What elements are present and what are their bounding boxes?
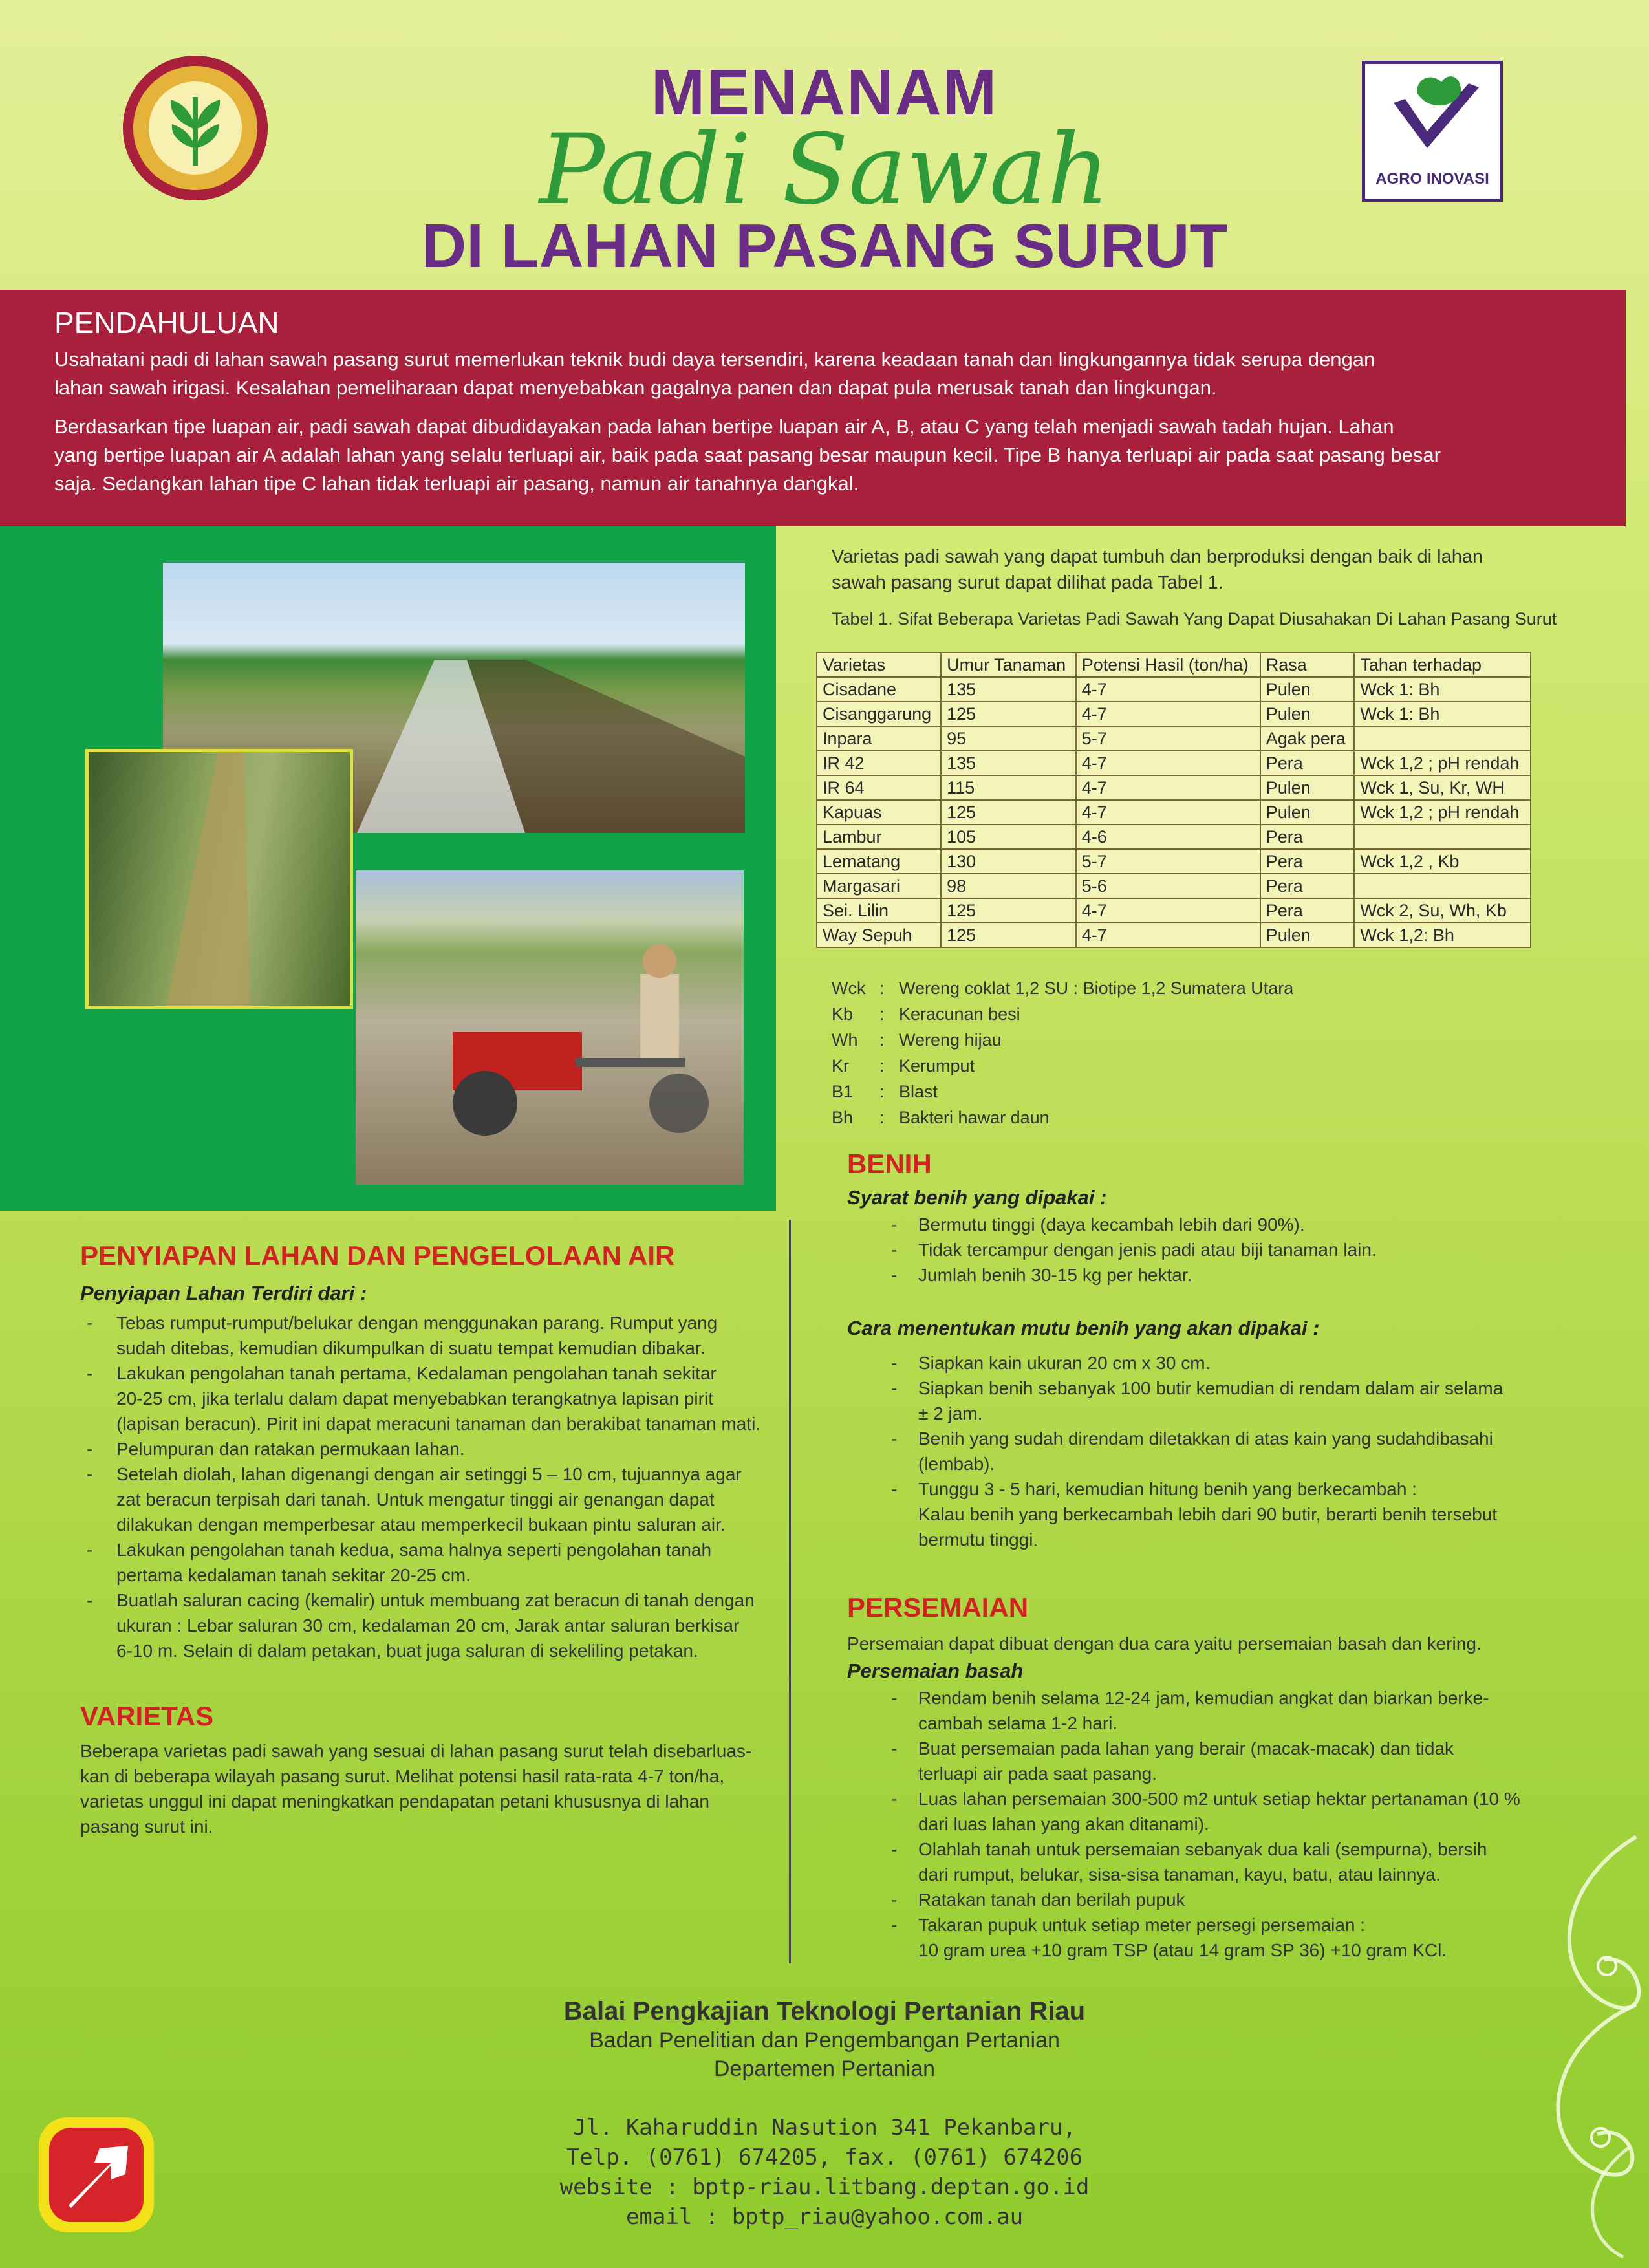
benih-heading: BENIH bbox=[847, 1149, 932, 1179]
table-cell: Pera bbox=[1260, 874, 1355, 898]
abbreviation-meaning: Kerumput bbox=[899, 1056, 975, 1075]
list-item: - Buatlah saluran cacing (kemalir) untuk membuang zat beracun di tanah dengan bbox=[80, 1588, 772, 1613]
table-row bbox=[817, 677, 1531, 702]
abbreviation-code: Wck bbox=[832, 978, 866, 998]
table-cell: 135 bbox=[941, 751, 1076, 775]
table-cell: 98 bbox=[941, 874, 1076, 898]
penyiapan-sub: Penyiapan Lahan Terdiri dari : bbox=[80, 1282, 367, 1304]
abbreviation-item bbox=[832, 1053, 975, 1079]
title-line-2: Padi Sawah bbox=[539, 114, 1110, 226]
table-cell: Inpara bbox=[817, 726, 941, 751]
list-item: dari luas lahan yang akan ditanami). bbox=[918, 1814, 1209, 1834]
abbreviation-meaning: Wereng coklat 1,2 SU : Biotipe 1,2 Sumatera Utara bbox=[899, 978, 1294, 998]
varieties-intro-line2: sawah pasang surut dapat dilihat pada Tabel 1. bbox=[832, 572, 1223, 593]
abbreviation-meaning: Bakteri hawar daun bbox=[899, 1108, 1050, 1127]
table-row bbox=[817, 775, 1531, 800]
table-cell: 125 bbox=[941, 898, 1076, 923]
table-cell bbox=[1354, 874, 1531, 898]
table-row bbox=[817, 825, 1531, 849]
intro-p2-line1: Berdasarkan tipe luapan air, padi sawah dapat dibudidayakan pada lahan bertipe luapan air A, B, atau C yang telah menjadi sawah tadah hujan. Lahan bbox=[54, 415, 1394, 438]
table-cell: 125 bbox=[941, 800, 1076, 825]
intro-p1-line1: Usahatani padi di lahan sawah pasang surut memerlukan teknik budi daya tersendiri, karena keadaan tanah dan lingkungannya tidak serupa dengan bbox=[54, 348, 1375, 371]
list-item: pertama kedalaman tanah sekitar 20-25 cm. bbox=[116, 1565, 471, 1585]
field-path-photo bbox=[85, 749, 353, 1009]
list-item: - Tunggu 3 - 5 hari, kemudian hitung benih yang berkecambah : bbox=[883, 1476, 1530, 1502]
table-cell bbox=[1354, 726, 1531, 751]
footer-website[interactable]: website : bptp-riau.litbang.deptan.go.id bbox=[559, 2174, 1090, 2200]
list-item: - Lakukan pengolahan tanah kedua, sama halnya seperti pengolahan tanah bbox=[80, 1537, 772, 1562]
table-cell: 125 bbox=[941, 923, 1076, 947]
table-header-cell: Umur Tanaman bbox=[941, 653, 1076, 677]
intro-band bbox=[0, 290, 1626, 526]
table-header-cell: Rasa bbox=[1260, 653, 1355, 677]
table-row bbox=[817, 800, 1531, 825]
hand-tractor-photo bbox=[356, 870, 744, 1185]
table-cell: Pulen bbox=[1260, 923, 1355, 947]
abbreviation-item bbox=[832, 1079, 938, 1105]
intro-p2-line3: saja. Sedangkan lahan tipe C lahan tidak terluapi air pasang, namun air tanahnya dangkal. bbox=[54, 472, 859, 495]
table-cell: 130 bbox=[941, 849, 1076, 874]
footer-address: Jl. Kaharuddin Nasution 341 Pekanbaru, bbox=[573, 2115, 1076, 2141]
list-item: - Takaran pupuk untuk setiap meter persegi persemaian : bbox=[883, 1912, 1536, 1938]
list-item: - Bermutu tinggi (daya kecambah lebih dari 90%). bbox=[883, 1212, 1517, 1237]
table-cell: IR 64 bbox=[817, 775, 941, 800]
table-cell: Wck 1: Bh bbox=[1354, 677, 1531, 702]
list-item: - Buat persemaian pada lahan yang berair (macak-macak) dan tidak bbox=[883, 1736, 1536, 1761]
list-item: 10 gram urea +10 gram TSP (atau 14 gram SP 36) +10 gram KCl. bbox=[918, 1940, 1447, 1960]
table-cell: Wck 1,2: Bh bbox=[1354, 923, 1531, 947]
table-cell: 4-7 bbox=[1076, 923, 1260, 947]
abbreviation-code: B1 bbox=[832, 1082, 854, 1101]
table-cell: 4-7 bbox=[1076, 702, 1260, 726]
list-item: - Siapkan benih sebanyak 100 butir kemudian di rendam dalam air selama bbox=[883, 1376, 1530, 1401]
table-cell: Agak pera bbox=[1260, 726, 1355, 751]
table-cell: Cisadane bbox=[817, 677, 941, 702]
list-item: - Lakukan pengolahan tanah pertama, Kedalaman pengolahan tanah sekitar bbox=[80, 1361, 772, 1386]
list-item: - Jumlah benih 30-15 kg per hektar. bbox=[883, 1262, 1517, 1288]
varieties-table bbox=[816, 652, 1531, 948]
benih-sub1: Syarat benih yang dipakai : bbox=[847, 1186, 1107, 1209]
persemaian-heading: PERSEMAIAN bbox=[847, 1592, 1029, 1623]
table-cell: Pulen bbox=[1260, 702, 1355, 726]
table-cell: 4-6 bbox=[1076, 825, 1260, 849]
table-cell: Pulen bbox=[1260, 775, 1355, 800]
arrow-logo-icon bbox=[35, 2113, 158, 2236]
list-item: Kalau benih yang berkecambah lebih dari 90 butir, berarti benih tersebut bbox=[918, 1504, 1498, 1524]
list-item: zat beracun terpisah dari tanah. Untuk mengatur tinggi air genangan dapat bbox=[116, 1489, 715, 1509]
table-caption: Tabel 1. Sifat Beberapa Varietas Padi Sawah Yang Dapat Diusahakan Di Lahan Pasang Surut bbox=[832, 609, 1557, 629]
table-row bbox=[817, 702, 1531, 726]
list-item: - Setelah diolah, lahan digenangi dengan air setinggi 5 – 10 cm, tujuannya agar bbox=[80, 1462, 772, 1487]
footer-org: Balai Pengkajian Teknologi Pertanian Riau bbox=[563, 1997, 1086, 2025]
table-header-cell: Varietas bbox=[817, 653, 941, 677]
table-cell: 4-7 bbox=[1076, 677, 1260, 702]
penyiapan-list bbox=[80, 1310, 772, 1663]
table-cell: 105 bbox=[941, 825, 1076, 849]
table-cell: Lematang bbox=[817, 849, 941, 874]
list-item: dari rumput, belukar, sisa-sisa tanaman, kayu, batu, atau lainnya. bbox=[918, 1864, 1441, 1885]
table-header-cell: Tahan terhadap bbox=[1354, 653, 1531, 677]
table-header-cell: Potensi Hasil (ton/ha) bbox=[1076, 653, 1260, 677]
title-line-3: DI LAHAN PASANG SURUT bbox=[421, 211, 1228, 281]
table-cell: Pera bbox=[1260, 825, 1355, 849]
table-row bbox=[817, 751, 1531, 775]
abbreviation-code: Wh bbox=[832, 1030, 858, 1050]
benih-sub2: Cara menentukan mutu benih yang akan dipakai : bbox=[847, 1317, 1320, 1339]
footer-email[interactable]: email : bptp_riau@yahoo.com.au bbox=[625, 2204, 1024, 2230]
table-cell: Pera bbox=[1260, 898, 1355, 923]
abbreviation-meaning: Wereng hijau bbox=[899, 1030, 1002, 1050]
list-item: - Benih yang sudah direndam diletakkan di atas kain yang sudahdibasahi bbox=[883, 1426, 1530, 1451]
table-cell: Kapuas bbox=[817, 800, 941, 825]
abbreviation-meaning: Blast bbox=[899, 1082, 938, 1101]
varietas-line1: Beberapa varietas padi sawah yang sesuai di lahan pasang surut telah disebarluas- bbox=[80, 1741, 752, 1761]
table-row bbox=[817, 849, 1531, 874]
abbreviation-item bbox=[832, 1001, 1020, 1027]
table-cell: Pulen bbox=[1260, 800, 1355, 825]
table-cell: 5-6 bbox=[1076, 874, 1260, 898]
table-cell: 95 bbox=[941, 726, 1076, 751]
list-item: sudah ditebas, kemudian dikumpulkan di suatu tempat kemudian dibakar. bbox=[116, 1338, 706, 1358]
persemaian-sub: Persemaian basah bbox=[847, 1659, 1024, 1682]
abbreviation-colon: : bbox=[879, 1108, 885, 1127]
table-cell: Lambur bbox=[817, 825, 941, 849]
varietas-line3: varietas unggul ini dapat meningkatkan pendapatan petani khususnya di lahan bbox=[80, 1791, 709, 1811]
list-item: (lembab). bbox=[918, 1454, 995, 1474]
table-cell: 4-7 bbox=[1076, 775, 1260, 800]
intro-p2-line2: yang bertipe luapan air A adalah lahan yang selalu terluapi air, baik pada saat pasang besar maupun kecil. Tipe B hanya terluapi air pada saat pasang besar bbox=[54, 444, 1441, 466]
varietas-line4: pasang surut ini. bbox=[80, 1817, 213, 1837]
table-cell: Wck 1,2 ; pH rendah bbox=[1354, 800, 1531, 825]
table-cell: 5-7 bbox=[1076, 726, 1260, 751]
table-cell: 4-7 bbox=[1076, 898, 1260, 923]
table-row bbox=[817, 874, 1531, 898]
varietas-line2: kan di beberapa wilayah pasang surut. Melihat potensi hasil rata-rata 4-7 ton/ha, bbox=[80, 1766, 725, 1786]
list-item: ± 2 jam. bbox=[918, 1403, 983, 1423]
footer-sub1: Badan Penelitian dan Pengembangan Pertanian bbox=[589, 2028, 1060, 2053]
table-cell: Way Sepuh bbox=[817, 923, 941, 947]
abbreviation-code: Kr bbox=[832, 1056, 849, 1075]
table-cell: Wck 1,2 ; pH rendah bbox=[1354, 751, 1531, 775]
agro-inovasi-label: AGRO INOVASI bbox=[1375, 170, 1489, 188]
intro-heading: PENDAHULUAN bbox=[54, 306, 279, 340]
list-item: - Rendam benih selama 12-24 jam, kemudian angkat dan biarkan berke- bbox=[883, 1685, 1536, 1711]
list-item: - Pelumpuran dan ratakan permukaan lahan. bbox=[80, 1436, 772, 1462]
list-item: 20-25 cm, jika terlalu dalam dapat menyebabkan terangkatnya lapisan pirit bbox=[116, 1388, 713, 1409]
list-item: dilakukan dengan memperbesar atau memperkecil bukaan pintu saluran air. bbox=[116, 1515, 726, 1535]
table-cell: 4-7 bbox=[1076, 751, 1260, 775]
abbreviation-colon: : bbox=[879, 1030, 885, 1050]
list-item: - Tebas rumput-rumput/belukar dengan menggunakan parang. Rumput yang bbox=[80, 1310, 772, 1335]
table-cell: 115 bbox=[941, 775, 1076, 800]
table-header-row bbox=[817, 653, 1531, 677]
table-row bbox=[817, 923, 1531, 947]
table-cell: Pera bbox=[1260, 751, 1355, 775]
table-cell: Wck 2, Su, Wh, Kb bbox=[1354, 898, 1531, 923]
varieties-intro-line1: Varietas padi sawah yang dapat tumbuh dan berproduksi dengan baik di lahan bbox=[832, 546, 1483, 567]
list-item: - Ratakan tanah dan berilah pupuk bbox=[883, 1887, 1536, 1912]
table-cell: IR 42 bbox=[817, 751, 941, 775]
table-cell: Margasari bbox=[817, 874, 941, 898]
penyiapan-heading: PENYIAPAN LAHAN DAN PENGELOLAAN AIR bbox=[80, 1240, 675, 1271]
list-item: - Siapkan kain ukuran 20 cm x 30 cm. bbox=[883, 1350, 1530, 1376]
abbreviation-colon: : bbox=[879, 978, 885, 998]
list-item: (lapisan beracun). Pirit ini dapat meracuni tanaman dan berakibat tanaman mati. bbox=[116, 1414, 761, 1434]
intro-p1-line2: lahan sawah irigasi. Kesalahan pemeliharaan dapat menyebabkan gagalnya panen dan dapat pula merusak tanah dan lingkungan. bbox=[54, 376, 1217, 399]
table-cell: Wck 1, Su, Kr, WH bbox=[1354, 775, 1531, 800]
list-item: ukuran : Lebar saluran 30 cm, kedalaman 20 cm, Jarak antar saluran berkisar bbox=[116, 1615, 740, 1636]
table-cell: Wck 1: Bh bbox=[1354, 702, 1531, 726]
benih-list1 bbox=[883, 1212, 1517, 1288]
table-cell: 135 bbox=[941, 677, 1076, 702]
abbreviation-meaning: Keracunan besi bbox=[899, 1004, 1020, 1024]
abbreviation-item bbox=[832, 975, 1293, 1001]
table-cell bbox=[1354, 825, 1531, 849]
table-cell: 125 bbox=[941, 702, 1076, 726]
table-cell: 4-7 bbox=[1076, 800, 1260, 825]
table-cell: Sei. Lilin bbox=[817, 898, 941, 923]
abbreviation-colon: : bbox=[879, 1056, 885, 1075]
abbreviation-item bbox=[832, 1105, 1050, 1130]
title-line-1: MENANAM bbox=[651, 56, 998, 129]
table-row bbox=[817, 898, 1531, 923]
abbreviation-item bbox=[832, 1027, 1002, 1053]
footer-phone: Telp. (0761) 674205, fax. (0761) 674206 bbox=[566, 2144, 1083, 2170]
abbreviation-colon: : bbox=[879, 1082, 885, 1101]
list-item: terluapi air pada saat pasang. bbox=[918, 1764, 1157, 1784]
list-item: 6-10 m. Selain di dalam petakan, buat juga saluran di sekeliling petakan. bbox=[116, 1641, 698, 1661]
abbreviation-colon: : bbox=[879, 1004, 885, 1024]
list-item: - Luas lahan persemaian 300-500 m2 untuk setiap hektar pertanaman (10 % bbox=[883, 1786, 1536, 1811]
table-cell: Pulen bbox=[1260, 677, 1355, 702]
column-divider bbox=[789, 1220, 791, 1963]
benih-list2 bbox=[883, 1350, 1530, 1552]
table-body bbox=[817, 677, 1531, 947]
table-cell: Cisanggarung bbox=[817, 702, 941, 726]
persemaian-list bbox=[883, 1685, 1536, 1963]
table-cell: Wck 1,2 , Kb bbox=[1354, 849, 1531, 874]
table-row bbox=[817, 726, 1531, 751]
varietas-heading: VARIETAS bbox=[80, 1701, 214, 1731]
abbreviation-code: Kb bbox=[832, 1004, 854, 1024]
footer-sub2: Departemen Pertanian bbox=[713, 2057, 936, 2081]
list-item: bermutu tinggi. bbox=[918, 1529, 1039, 1550]
list-item: - Tidak tercampur dengan jenis padi atau biji tanaman lain. bbox=[883, 1237, 1517, 1262]
table-cell: 5-7 bbox=[1076, 849, 1260, 874]
list-item: cambah selama 1-2 hari. bbox=[918, 1713, 1118, 1733]
list-item: - Olahlah tanah untuk persemaian sebanyak dua kali (sempurna), bersih bbox=[883, 1837, 1536, 1862]
table-cell: Pera bbox=[1260, 849, 1355, 874]
abbreviation-code: Bh bbox=[832, 1108, 854, 1127]
persemaian-intro: Persemaian dapat dibuat dengan dua cara yaitu persemaian basah dan kering. bbox=[847, 1634, 1482, 1654]
